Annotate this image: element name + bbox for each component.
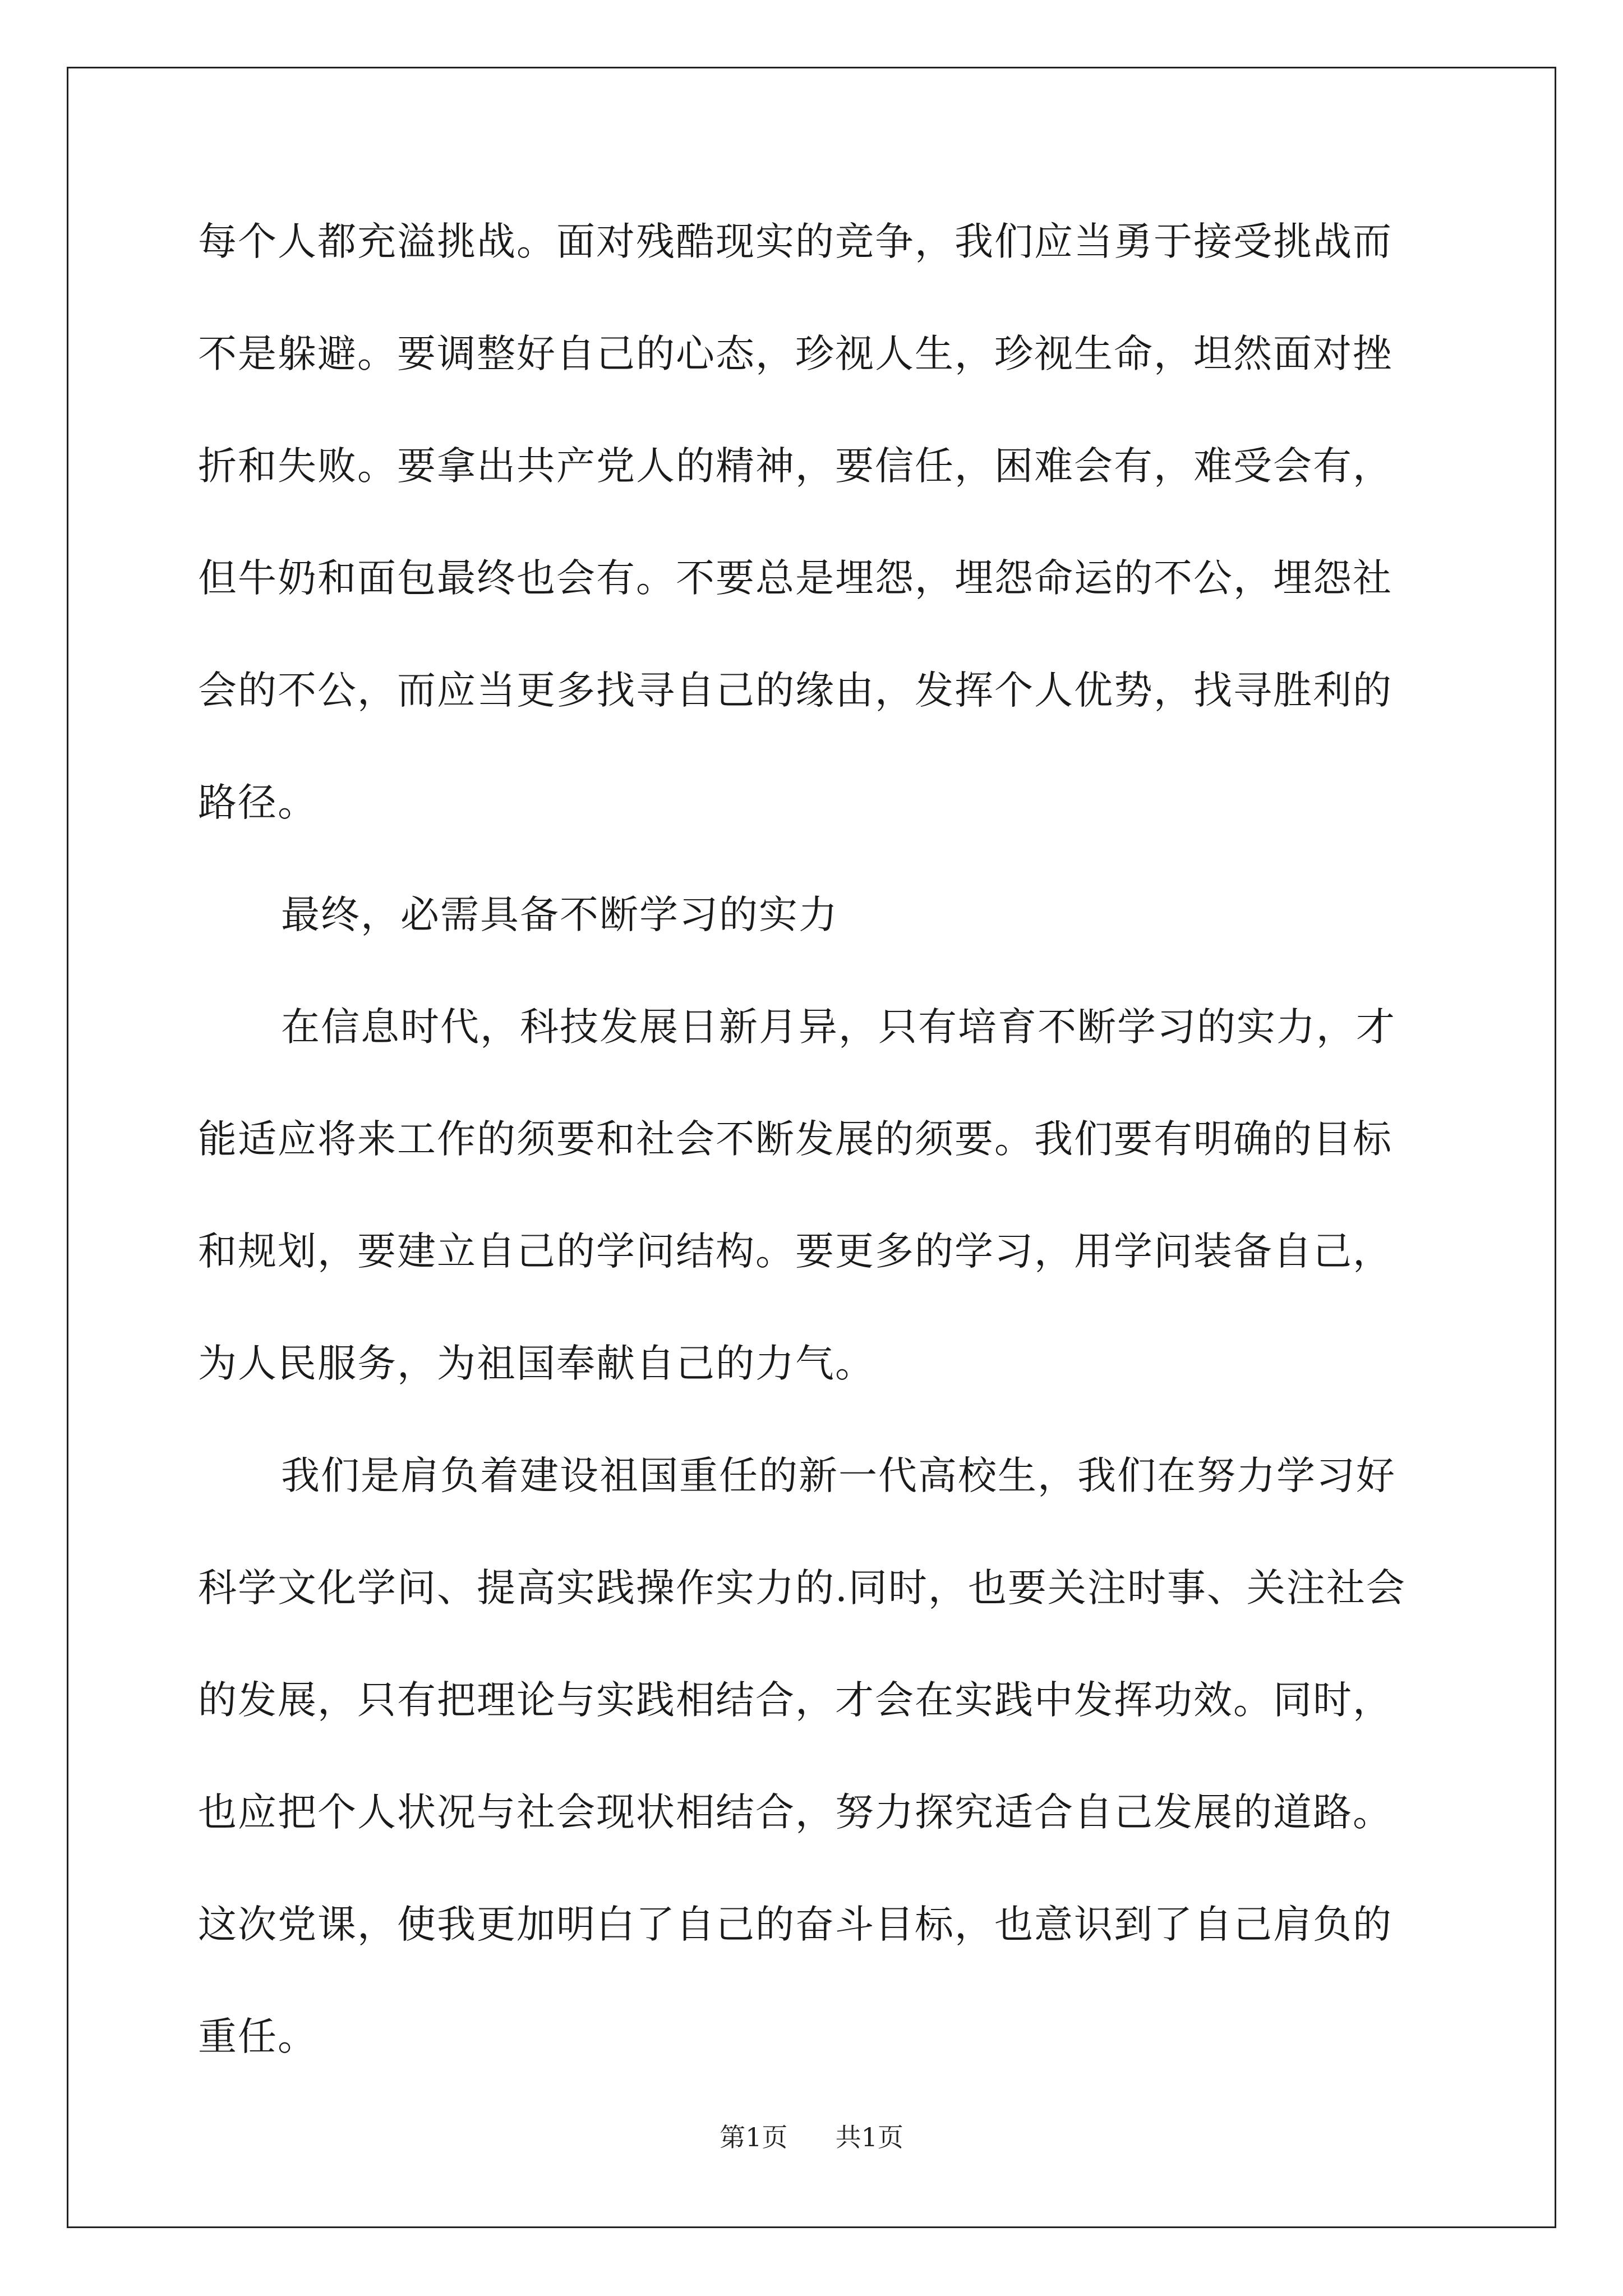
- text-line: 不是躲避。要调整好自己的心态，珍视人生，珍视生命，坦然面对挫: [198, 332, 1393, 376]
- text-line: 我们是肩负着建设祖国重任的新一代高校生，我们在努力学习好: [281, 1453, 1396, 1498]
- page-total: 共1页: [835, 2122, 903, 2152]
- page-number: 第1页: [720, 2122, 788, 2152]
- text-line: 科学文化学问、提高实践操作实力的.同时，也要关注时事、关注社会: [198, 1566, 1406, 1611]
- page-footer: [0, 2120, 1623, 2154]
- text-line: 能适应将来工作的须要和社会不断发展的须要。我们要有明确的目标: [198, 1117, 1393, 1162]
- text-line: 路径。: [198, 780, 317, 825]
- text-line: 在信息时代，科技发展日新月异，只有培育不断学习的实力，才: [281, 1005, 1396, 1050]
- text-line: 和规划，要建立自己的学问结构。要更多的学习，用学问装备自己，: [198, 1229, 1393, 1274]
- text-line: 的发展，只有把理论与实践相结合，才会在实践中发挥功效。同时，: [198, 1678, 1393, 1723]
- text-line: 每个人都充溢挑战。面对残酷现实的竞争，我们应当勇于接受挑战而: [198, 219, 1393, 264]
- text-line: 这次党课，使我更加明白了自己的奋斗目标，也意识到了自己肩负的: [198, 1902, 1393, 1947]
- text-line: 会的不公，而应当更多找寻自己的缘由，发挥个人优势，找寻胜利的: [198, 668, 1393, 713]
- document-body: [198, 186, 1432, 2093]
- text-line: 折和失败。要拿出共产党人的精神，要信任，困难会有，难受会有，: [198, 444, 1393, 489]
- text-line: 为人民服务，为祖国奉献自己的力气。: [198, 1341, 875, 1386]
- text-line: 也应把个人状况与社会现状相结合，努力探究适合自己发展的道路。: [198, 1790, 1393, 1835]
- text-line: 最终，必需具备不断学习的实力: [281, 892, 838, 937]
- text-line: 但牛奶和面包最终也会有。不要总是埋怨，埋怨命运的不公，埋怨社: [198, 556, 1393, 601]
- text-line: 重任。: [198, 2014, 317, 2059]
